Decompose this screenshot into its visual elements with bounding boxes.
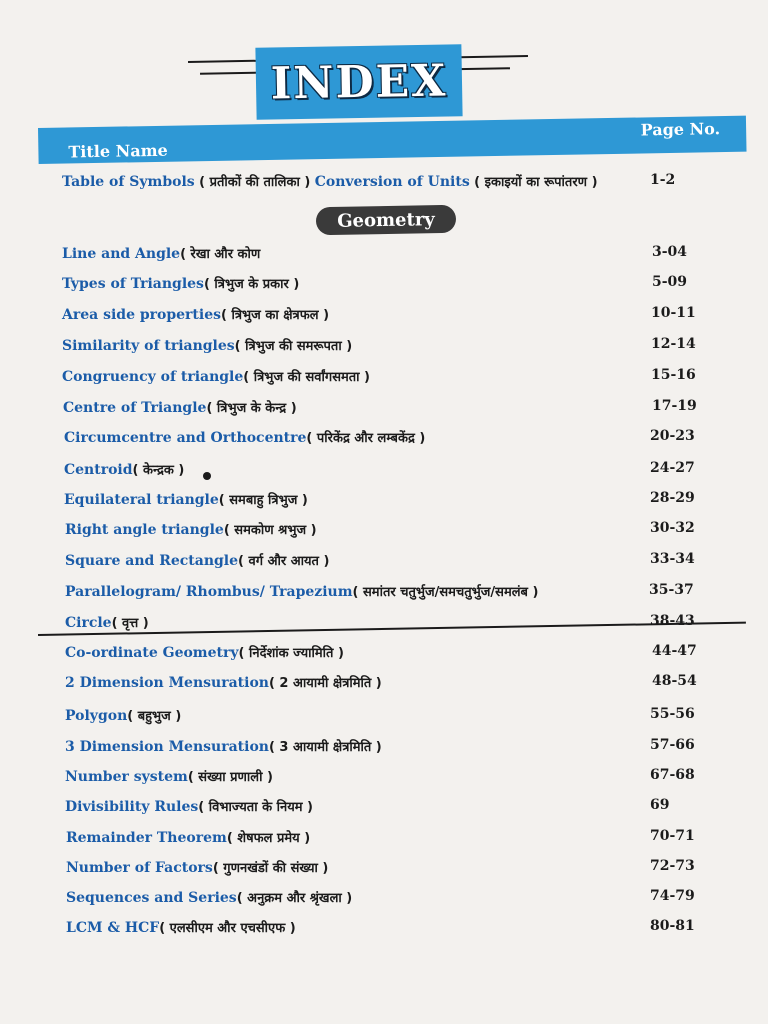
entry-hindi: ( निर्देशांक ज्यामिति ) [238,646,344,661]
entry-page: 57-66 [650,737,695,753]
entry-label [65,797,313,815]
entry-hindi: ( विभाज्यता के नियम ) [198,800,313,815]
entry-title: Right angle triangle [65,522,224,538]
index-entry [0,490,768,514]
entry-title: Rhombus/ [185,584,270,600]
entry-hindi: ( प्रतीकों की तालिका ) [199,175,311,190]
entry-page: 44-47 [652,643,697,659]
entry-hindi: ( समबाहु त्रिभुज ) [218,493,308,508]
entry-hindi: ( 2 आयामी क्षेत्रमिति ) [268,676,382,691]
index-entry [0,274,768,298]
column-header-page: Page No. [640,119,721,140]
entry-page: 33-34 [650,551,695,567]
entry-page: 67-68 [650,767,695,783]
entry-label [62,336,352,354]
index-entry [0,428,768,452]
entry-title: Conversion of Units [314,174,470,190]
entry-page: 24-27 [650,460,695,476]
entry-hindi: ( गुणनखंडों की संख्या ) [212,861,329,876]
entry-page: 12-14 [651,336,696,352]
entry-label [64,428,425,446]
index-entry [0,460,768,484]
entry-page: 10-11 [651,305,696,321]
entry-hindi: ( परिकेंद्र और लम्बकेंद्र ) [306,431,426,446]
entry-page: 72-73 [650,858,695,874]
entry-label [65,767,273,785]
entry-title: Similarity of triangles [62,338,235,354]
index-entry [0,336,768,360]
index-entry [0,244,768,268]
index-entry [0,797,768,821]
index-entry [0,673,768,697]
entry-hindi: ( रेखा और कोण [180,247,261,262]
entry-label [65,643,344,661]
entry-title: Sequences and Series [66,890,237,906]
entry-title: Circumcentre and Orthocentre [64,430,307,446]
entry-title: Number system [65,769,188,785]
entry-label [65,737,382,755]
entry-hindi: ( त्रिभुज की सर्वांगसमता ) [243,370,371,385]
entry-label [66,918,296,936]
entry-title: Parallelogram/ [65,584,186,600]
entry-title: Centre of Triangle [63,400,207,416]
entry-label [62,367,370,385]
entry-label [65,582,538,600]
entry-hindi: ( अनुक्रम और श्रृंखला ) [236,891,353,906]
entry-hindi: ( केन्द्रक ) [132,463,185,478]
entry-label [66,888,352,906]
entry-page: 30-32 [650,520,695,536]
entry-label [65,613,149,631]
entry-page: 74-79 [650,888,695,904]
entry-hindi: ( त्रिभुज की समरूपता ) [234,339,353,354]
entry-label [65,520,317,538]
entry-page: 48-54 [652,673,697,689]
entry-title: Circle [65,615,112,631]
entry-hindi: ( इकाइयों का रूपांतरण ) [474,175,598,190]
entry-title: LCM & HCF [66,920,160,936]
entry-page: 55-56 [650,706,695,722]
entry-title: Number of Factors [66,860,213,876]
table-header-band [38,116,747,164]
index-entry [0,858,768,882]
index-title-box [255,44,462,120]
entry-title: 2 Dimension Mensuration [65,675,269,691]
entry-hindi: ( बहुभुज ) [127,709,182,724]
entry-page: 38-43 [650,613,695,629]
entry-title: Equilateral triangle [64,492,219,508]
entry-label [64,490,308,508]
entry-label [62,305,329,323]
index-entry [0,918,768,942]
page-title: INDEX [270,54,448,110]
index-entry [0,767,768,791]
index-entry [0,706,768,730]
entry-hindi: ( समकोण श्रभुज ) [223,523,317,538]
entry-title: Types of Triangles [62,276,204,292]
entry-hindi: ( त्रिभुज का क्षेत्रफल ) [221,308,330,323]
entry-page: 17-19 [652,398,697,414]
entry-hindi: ( त्रिभुज के प्रकार ) [203,277,300,292]
entry-page: 80-81 [650,918,695,934]
ink-dot [203,472,211,480]
section-label: Geometry [337,208,435,232]
entry-page: 69 [650,797,670,813]
entry-title: Co-ordinate Geometry [65,645,239,661]
entry-page: 1-2 [650,172,676,188]
entry-hindi: ( संख्या प्रणाली ) [187,770,273,785]
entry-title: Polygon [65,708,128,724]
entry-hindi: ( वर्ग और आयत ) [238,554,330,569]
index-entry [0,643,768,667]
entry-title: Square and Rectangle [65,553,239,569]
section-label-badge [316,205,456,235]
entry-label [65,551,329,569]
entry-hindi: ( समांतर चतुर्भुज/समचतुर्भुज/समलंब ) [352,585,539,600]
entry-hindi: ( शेषफल प्रमेय ) [226,831,311,846]
entry-label [63,398,297,416]
index-entry [0,888,768,912]
index-entry [0,305,768,329]
entry-label [66,828,310,846]
index-entry [0,367,768,391]
entry-hindi: ( वृत्त ) [111,616,149,631]
entry-page: 5-09 [652,274,688,290]
entry-hindi: ( एलसीएम और एचसीएफ ) [159,921,296,936]
entry-title: Remainder Theorem [66,830,227,846]
entry-label [65,673,382,691]
entry-label [62,244,260,262]
entry-label [62,274,299,292]
entry-hindi: ( 3 आयामी क्षेत्रमिति ) [268,740,382,755]
entry-hindi: ( त्रिभुज के केन्द्र ) [206,401,297,416]
index-entry [0,582,768,606]
entry-page: 35-37 [649,582,694,598]
entry-title: Trapezium [269,584,353,600]
entry-label [65,706,181,724]
index-entry [0,828,768,852]
entry-title: Area side properties [62,307,222,323]
entry-title: Centroid [64,462,133,478]
entry-label [64,460,184,478]
entry-title: Congruency of triangle [62,369,244,385]
entry-title: 3 Dimension Mensuration [65,739,269,755]
column-header-title: Title Name [68,140,168,162]
entry-page: 3-04 [652,244,688,260]
entry-title: Divisibility Rules [65,799,199,815]
entry-title: Table of Symbols [62,174,195,190]
index-entry [0,520,768,544]
index-entry [0,613,768,637]
entry-page: 20-23 [650,428,695,444]
index-entry [0,551,768,575]
index-entry [0,737,768,761]
entry-label [66,858,328,876]
symbols-units-row [62,172,692,198]
entry-page: 28-29 [650,490,695,506]
index-entry [0,398,768,422]
entry-page: 70-71 [650,828,695,844]
entry-title: Line and Angle [62,246,181,262]
entry-page: 15-16 [651,367,696,383]
